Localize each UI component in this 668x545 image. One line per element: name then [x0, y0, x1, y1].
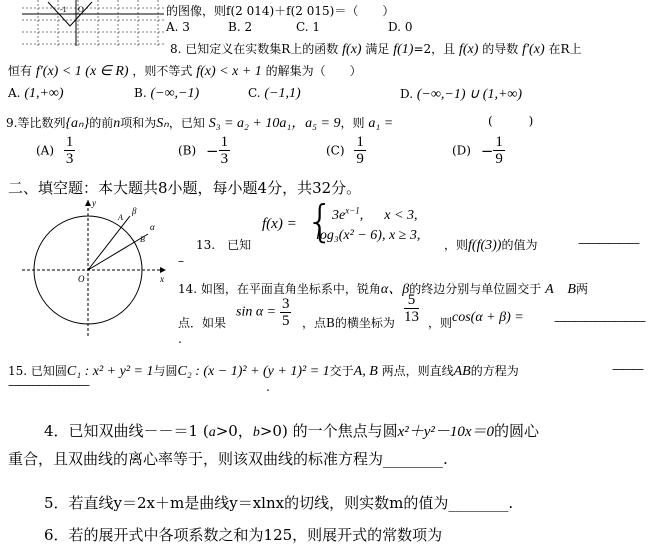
- q6-text: 6．若的展开式中各项系数之和为125，则展开式的常数项为: [44, 526, 443, 544]
- q15-blank1: ———: [612, 362, 642, 376]
- q9-stem: 9.等比数列{aₙ}的前n项和为Sₙ，已知 S₃ = a₂ + 10a₁，a₅ = 9，则 a₁ =: [6, 116, 394, 131]
- q15-blank2: ————————: [8, 378, 88, 392]
- q8-line2b: ，则不等式: [132, 64, 193, 78]
- q13-brace: {: [306, 196, 334, 247]
- q14-dot: .: [178, 332, 182, 346]
- fig-label-alpha: α: [150, 222, 155, 232]
- q14-line2c: ，则: [428, 316, 453, 330]
- q9-paren: ( ): [488, 114, 534, 128]
- q13-case2: log₃(x² − 6), x ≥ 3,: [316, 228, 421, 243]
- q8-choice-b: B. (−∞,−1): [134, 86, 200, 101]
- q14-line2a: 点．如果: [178, 316, 227, 330]
- q4-line2: 重合，且双曲线的离心率等于，则该双曲线的标准方程为________.: [8, 450, 448, 468]
- q7-choice-c: C. 1: [296, 20, 321, 34]
- q5-text: 5．若直线y＝2x＋m是曲线y＝xlnx的切线，则实数m的值为________.: [44, 494, 514, 512]
- q8-choice-a: A. (1,+∞): [8, 86, 64, 101]
- q8-choice-d: D. (−∞,−1) ∪ (1,+∞): [400, 87, 523, 102]
- q9-choice-c: (C) $\frac{1}{9}$: [326, 134, 364, 167]
- q7-choice-d: D. 0: [388, 20, 413, 34]
- q13-blank: ——————: [578, 236, 638, 250]
- q14-cos: cos(α + β) =: [452, 310, 524, 325]
- q15-line: 15. 已知圆C₁ : x² + y² = 1与圆C₂ : (x − 1)² + (y + 1)² = 1交于A, B 两点，则直线AB的方程为: [8, 364, 519, 379]
- fig-label-o: O: [78, 274, 85, 284]
- fig-label-beta: β: [132, 206, 137, 216]
- q9-choice-a: (A) $\frac{1}{3}$: [36, 134, 74, 167]
- fig-label-y: y: [92, 198, 96, 208]
- q8-part2: 满足: [365, 42, 390, 56]
- q13-case1: $3e^{x-1}$, x < 3,: [332, 205, 418, 223]
- q8-line2c: 的解集为（ ）: [265, 64, 362, 78]
- q13-fx: f(x) =: [262, 216, 297, 232]
- q8-fx2: f(x): [459, 42, 479, 57]
- function-graph-figure: [18, 0, 168, 48]
- q8-fpx: f′(x): [522, 42, 545, 57]
- q15-dot: .: [266, 380, 270, 394]
- q8-choice-c: C. (−1,1): [248, 86, 301, 101]
- q14-line2b: ，点B的横坐标为: [302, 316, 395, 330]
- q8-line2: [8, 62, 362, 80]
- q8-part3: =2，且: [413, 42, 456, 56]
- q8-ineq: f(x) < x + 1: [196, 64, 262, 79]
- svg-text:O: O: [78, 5, 84, 14]
- unit-circle-figure: [20, 196, 170, 338]
- section-heading: 二、填空题：本大题共8小题，每小题4分，共32分。: [8, 179, 362, 197]
- q14-bx: $\frac{5}{13}$: [404, 292, 419, 325]
- q8-part4: 的导数: [482, 42, 519, 56]
- q7-choice-b: B. 2: [228, 20, 253, 34]
- q8-cond: f′(x) < 1 (x ∈ R): [35, 64, 129, 79]
- q8-f1: f(1): [393, 42, 414, 57]
- q14-sin: sin α = $\frac{3}{5}$: [236, 296, 290, 329]
- q13-dash: –: [178, 254, 184, 268]
- svg-text:-1: -1: [60, 5, 67, 14]
- q8-line1: [170, 40, 581, 58]
- q13-tail: ，则f(f(3))的值为: [444, 238, 538, 253]
- q8-line2a: 恒有: [8, 64, 33, 78]
- q9-choice-d: (D) − $\frac{1}{9}$: [452, 134, 503, 167]
- q14-blank: —————————: [554, 314, 644, 328]
- fig-label-b: B: [140, 235, 145, 244]
- q13-prefix: 13. 已知: [196, 238, 252, 252]
- q9-choice-b: (B) − $\frac{1}{3}$: [178, 134, 229, 167]
- q7-text: 的图像，则f(2 014)＋f(2 015)＝（ ）: [166, 4, 395, 18]
- fig-label-x: x: [160, 274, 164, 284]
- q4-line1: 4．已知双曲线－－＝1 (a>0，b>0) 的一个焦点与圆x²＋y²－10x＝0的圆心: [44, 422, 540, 440]
- q8-part5: 在R上: [548, 42, 582, 56]
- q8-part1: 8. 已知定义在实数集R上的函数: [170, 42, 339, 56]
- fig-label-a: A: [118, 213, 123, 222]
- q14-line1: 14. 如图，在平面直角坐标系中，锐角α、β的终边分别与单位圆交于 A B两: [178, 282, 588, 297]
- q7-choice-a: A. 3: [166, 20, 190, 34]
- q8-fx: f(x): [342, 42, 362, 57]
